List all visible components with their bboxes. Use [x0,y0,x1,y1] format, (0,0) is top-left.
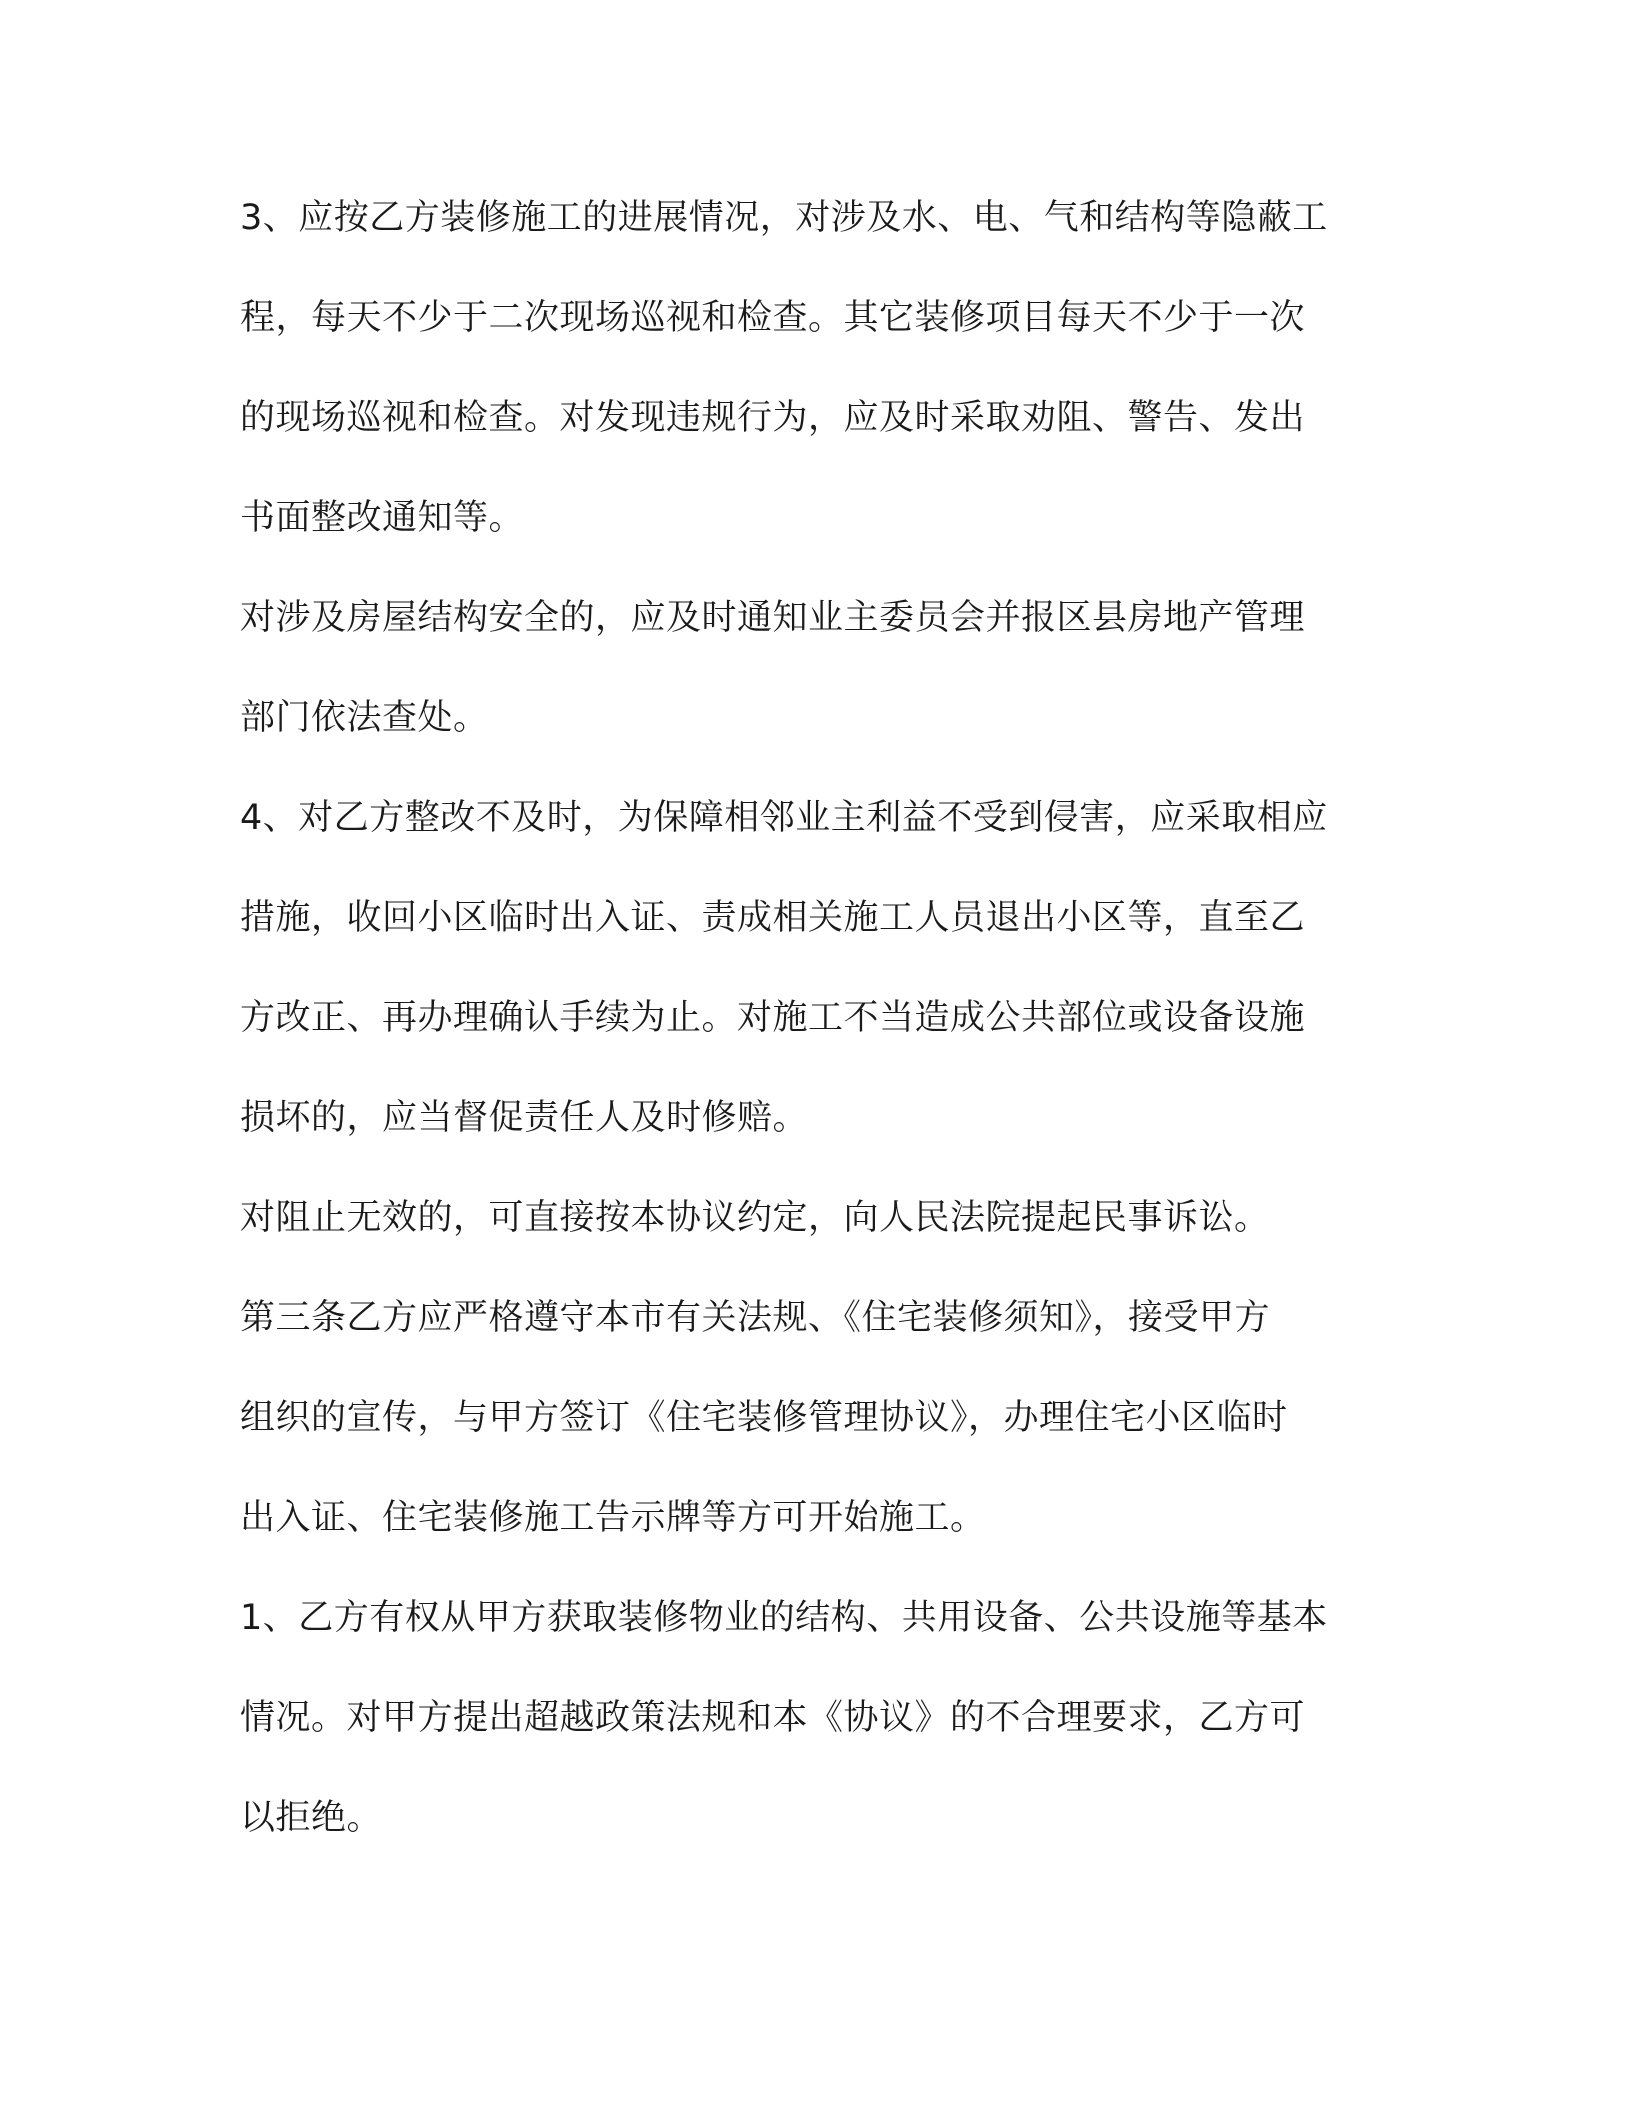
paragraph-line: 部门依法查处。 [240,698,489,738]
paragraph-line: 以拒绝。 [240,1798,383,1838]
paragraph-line: 方改正、再办理确认手续为止。对施工不当造成公共部位或设备设施 [240,998,1306,1038]
paragraph-line: 对阻止无效的，可直接按本协议约定，向人民法院提起民事诉讼。 [240,1198,1270,1238]
paragraph-line: 组织的宣传，与甲方签订《住宅装修管理协议》，办理住宅小区临时 [240,1398,1288,1438]
paragraph-line: 损坏的，应当督促责任人及时修赔。 [240,1098,809,1138]
paragraph-line: 3、应按乙方装修施工的进展情况，对涉及水、电、气和结构等隐蔽工 [240,198,1328,238]
paragraph-line: 情况。对甲方提出超越政策法规和本《协议》的不合理要求，乙方可 [240,1698,1306,1738]
paragraph-line: 的现场巡视和检查。对发现违规行为，应及时采取劝阻、警告、发出 [240,398,1306,438]
paragraph-line: 1、乙方有权从甲方获取装修物业的结构、共用设备、公共设施等基本 [240,1598,1328,1638]
paragraph-line: 第三条乙方应严格遵守本市有关法规、《住宅装修须知》，接受甲方 [240,1298,1271,1338]
paragraph-line: 程，每天不少于二次现场巡视和检查。其它装修项目每天不少于一次 [240,298,1306,338]
paragraph-line: 措施，收回小区临时出入证、责成相关施工人员退出小区等，直至乙 [240,898,1306,938]
paragraph-line: 书面整改通知等。 [240,498,525,538]
paragraph-line: 对涉及房屋结构安全的，应及时通知业主委员会并报区县房地产管理 [240,598,1306,638]
paragraph-line: 4、对乙方整改不及时，为保障相邻业主利益不受到侵害，应采取相应 [240,798,1328,838]
paragraph-line: 出入证、住宅装修施工告示牌等方可开始施工。 [240,1498,986,1538]
